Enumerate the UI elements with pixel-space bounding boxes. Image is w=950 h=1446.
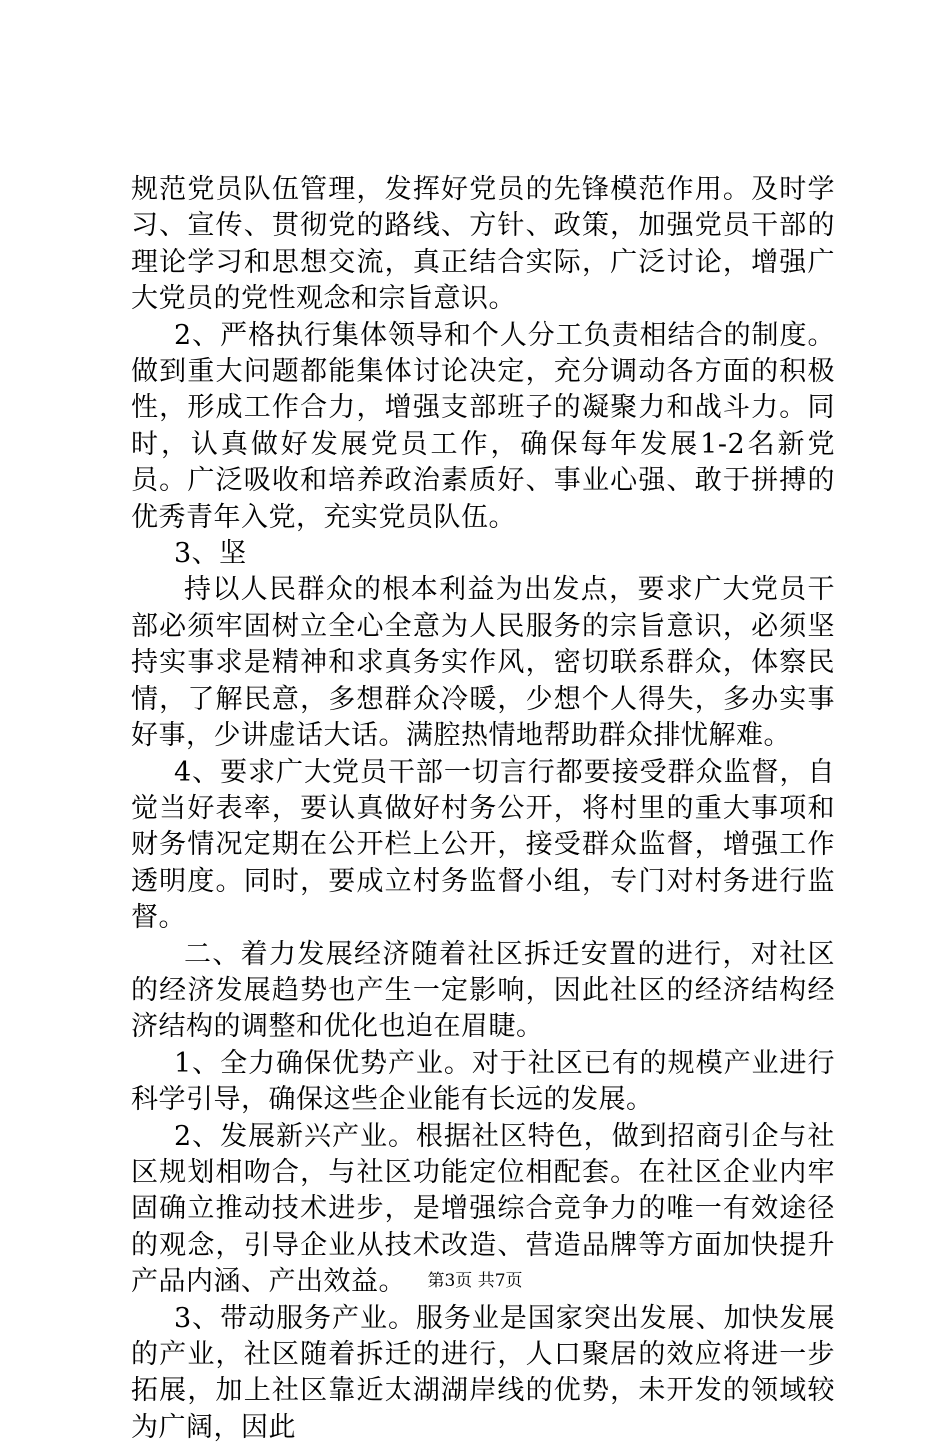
paragraph: 2、发展新兴产业。根据社区特色，做到招商引企与社区规划相吻合，与社区功能定位相配套。在社区企业内牢固确立推动技术进步，是增强综合竞争力的唯一有效途径的观念，引导企业从技术改造、营造品牌等方面加快提升产品内涵、产出效益。: [131, 1120, 835, 1298]
paragraph: 3、带动服务产业。服务业是国家突出发展、加快发展的产业，社区随着拆迁的进行，人口聚居的效应将进一步拓展，加上社区靠近太湖湖岸线的优势，未开发的领域较为广阔，因此: [131, 1302, 835, 1443]
paragraph: 1、全力确保优势产业。对于社区已有的规模产业进行科学引导，确保这些企业能有长远的发展。: [131, 1047, 835, 1116]
paragraph: 二、着力发展经济随着社区拆迁安置的进行，对社区的经济发展趋势也产生一定影响，因此社区的经济结构经济结构的调整和优化也迫在眉睫。: [131, 938, 835, 1043]
page-number-footer: 第3页 共7页: [427, 1271, 523, 1291]
paragraph: 3、坚: [174, 538, 247, 570]
paragraph: 2、严格执行集体领导和个人分工负责相结合的制度。做到重大问题都能集体讨论决定，充分调动各方面的积极性，形成工作合力，增强支部班子的凝聚力和战斗力。同时，认真做好发展党员工作，确保每年发展1-2名新党员。广泛吸收和培养政治素质好、事业心强、敢于拼搏的优秀青年入党，充实党员队伍。: [131, 319, 835, 533]
document-body: [131, 172, 835, 1446]
paragraph: 规范党员队伍管理，发挥好党员的先锋模范作用。及时学习、宣传、贯彻党的路线、方针、政策，加强党员干部的理论学习和思想交流，真正结合实际，广泛讨论，增强广大党员的党性观念和宗旨意识。: [131, 174, 835, 315]
paragraph: 持以人民群众的根本利益为出发点，要求广大党员干部必须牢固树立全心全意为人民服务的宗旨意识，必须坚持实事求是精神和求真务实作风，密切联系群众，体察民情，了解民意，多想群众冷暖，少想个人得失，多办实事好事，少讲虚话大话。满腔热情地帮助群众排忧解难。: [131, 574, 835, 752]
paragraph: 4、要求广大党员干部一切言行都要接受群众监督，自觉当好表率，要认真做好村务公开，将村里的重大事项和财务情况定期在公开栏上公开，接受群众监督，增强工作透明度。同时，要成立村务监督小组，专门对村务进行监督。: [131, 756, 835, 934]
